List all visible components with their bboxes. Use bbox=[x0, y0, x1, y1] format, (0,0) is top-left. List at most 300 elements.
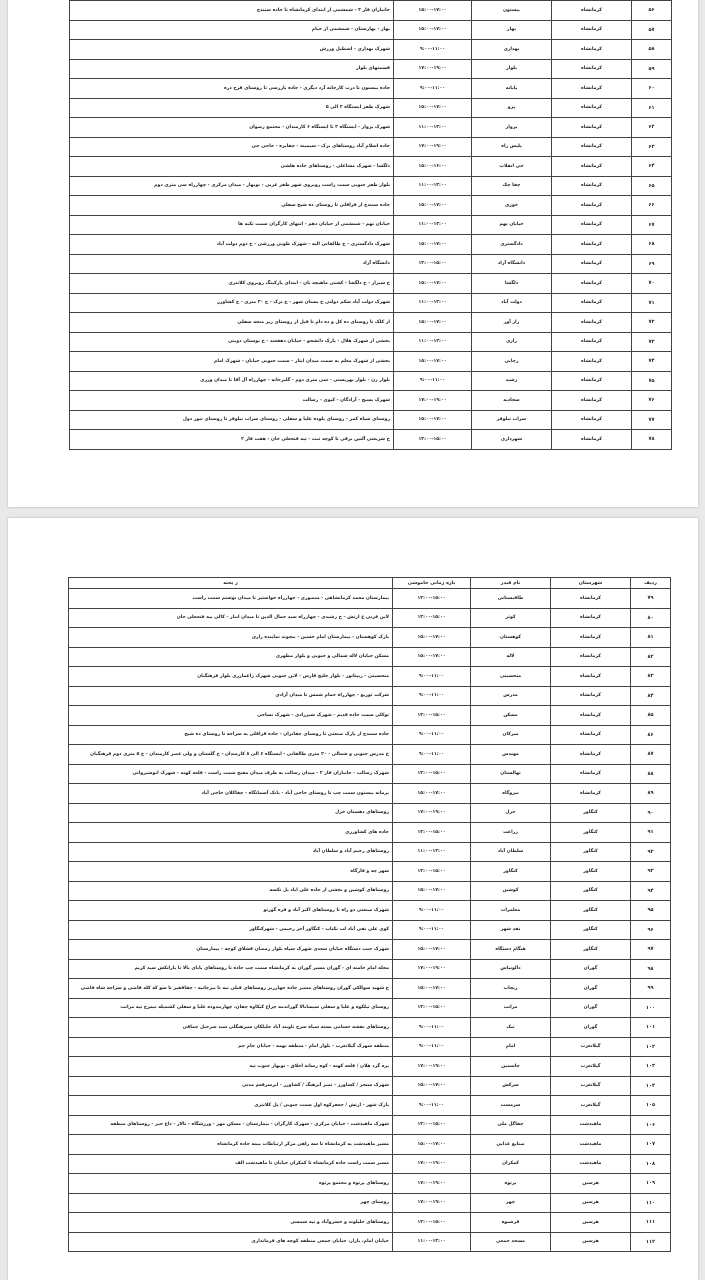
time-range-cell: ۱۷:۰۰-۱۹:۰۰ bbox=[394, 137, 472, 157]
time-range-cell: ۱۳:۰۰-۱۵:۰۰ bbox=[393, 706, 471, 726]
area-cell: بیمارستان محمد کرمانشاهی - منصوری - چهارراه خواستیر تا میدان نوشتم سمت راست bbox=[69, 589, 393, 609]
table-row bbox=[69, 1018, 671, 1038]
city-cell: گیلانغرب bbox=[551, 1076, 631, 1096]
time-range-cell: ۱۵:۰۰-۱۶:۰۰ bbox=[394, 157, 472, 177]
table-header-row bbox=[69, 578, 671, 589]
area-cell: شهرک ظفر ایستگاه ۲ الی ۵ bbox=[70, 98, 394, 118]
table-row bbox=[70, 274, 672, 294]
area-cell: پارک کوهستان - بیمارستان امام حسین - بنجوند نماینده رازی bbox=[69, 628, 393, 648]
table-row bbox=[69, 1232, 671, 1252]
time-range-cell: ۱۵:۰۰-۱۷:۰۰ bbox=[393, 881, 471, 901]
row-number: ۱۱۰ bbox=[631, 1193, 671, 1213]
feeder-cell: نهالستان bbox=[471, 764, 551, 784]
time-range-cell: ۱۳:۰۰-۱۵:۰۰ bbox=[393, 1115, 471, 1135]
city-cell: کرمانشاه bbox=[552, 371, 632, 391]
row-number: ۱۰۴ bbox=[631, 1076, 671, 1096]
time-range-cell: ۹:۰۰-۱۱:۰۰ bbox=[393, 1018, 471, 1038]
row-number: ۶۱ bbox=[632, 98, 672, 118]
row-number: ۹۴ bbox=[631, 881, 671, 901]
time-range-cell: ۱۷:۰۰-۱۹:۰۰ bbox=[394, 391, 472, 411]
feeder-cell: دلگشا bbox=[472, 274, 552, 294]
row-number: ۷۵ bbox=[632, 371, 672, 391]
city-cell: کرمانشاه bbox=[552, 157, 632, 177]
city-cell: کرمانشاه bbox=[552, 79, 632, 99]
city-cell: کرمانشاه bbox=[552, 313, 632, 333]
area-cell: شهرک صنعتی دو راه تا روستاهای اکبر آباد و فره گورتو bbox=[69, 901, 393, 921]
feeder-cell: سراب نیلوفر bbox=[472, 410, 552, 430]
table-row bbox=[69, 1154, 671, 1174]
city-cell: کرمانشاه bbox=[551, 608, 631, 628]
table-row bbox=[69, 998, 671, 1018]
city-cell: کرمانشاه bbox=[551, 745, 631, 765]
table-row bbox=[70, 352, 672, 372]
time-range-cell: ۱۵:۰۰-۱۷:۰۰ bbox=[394, 352, 472, 372]
area-cell: بلوار زن - بلوار بهزیستی - سی متری دوم - گلبرجانه - چهارراه آل آقا تا میدان ورزی bbox=[70, 371, 394, 391]
area-cell: شهر چه و فارگاه bbox=[69, 862, 393, 882]
area-cell: پره گرد هلان / قلعه کهنه - کوه رسانه اخلاق - نوبهار جنوب تپه bbox=[69, 1057, 393, 1077]
feeder-cell: طاقبستانی bbox=[471, 589, 551, 609]
row-number: ۵۶ bbox=[632, 1, 672, 21]
area-cell: بخشی از شهرک معلم به سمت میدان ایثار - سمت جنوبی خیابان - شهرک امام bbox=[70, 352, 394, 372]
area-cell: روستاهای پرتوه و مجتمع پرتوه bbox=[69, 1174, 393, 1194]
area-cell: منطقه شهرک گیلانغرب - بلوار امام - منطقه نهمه - خیابان جام جم bbox=[69, 1037, 393, 1057]
city-cell: کنگاور bbox=[551, 803, 631, 823]
city-cell: هرسین bbox=[551, 1174, 631, 1194]
table-row bbox=[69, 1115, 671, 1135]
table-row bbox=[69, 862, 671, 882]
city-cell: کرمانشاه bbox=[552, 137, 632, 157]
row-number: ۵۹ bbox=[632, 59, 672, 79]
area-cell: شهرک رسالت - جانبازان فاز ۲ - میدان رسالت به طرف میدان مفتح سمت راست - قلعه کهنه - شهرک انوشیروانی bbox=[69, 764, 393, 784]
table-row bbox=[69, 589, 671, 609]
header-feeder: نام فیدر bbox=[471, 578, 551, 589]
feeder-cell: پرو bbox=[472, 98, 552, 118]
city-cell: کرمانشاه bbox=[552, 176, 632, 196]
area-cell: پارک شهر - ارتش / جعفرکوه اول سمت جنوبی / پل کلانتری bbox=[69, 1096, 393, 1116]
feeder-cell: کوهستان bbox=[471, 628, 551, 648]
city-cell: کرمانشاه bbox=[552, 235, 632, 255]
table-row bbox=[69, 940, 671, 960]
table-row bbox=[69, 647, 671, 667]
time-range-cell: ۱۵:۰۰-۱۷:۰۰ bbox=[394, 410, 472, 430]
time-range-cell: ۱۵:۰۰-۱۷:۰۰ bbox=[393, 628, 471, 648]
feeder-cell: میرکان bbox=[471, 725, 551, 745]
area-cell: خ شیراز - خ دلگشا - کشتی ماهیچه بان - ابتدای پارکینگ روبروی کلانتری bbox=[70, 274, 394, 294]
time-range-cell: ۹:۰۰-۱۱:۰۰ bbox=[394, 40, 472, 60]
time-range-cell: ۱۳:۰۰-۱۵:۰۰ bbox=[393, 1213, 471, 1233]
area-cell: روستای چهر bbox=[69, 1193, 393, 1213]
feeder-cell: متحسینی bbox=[471, 667, 551, 687]
time-range-cell: ۱۳:۰۰-۱۵:۰۰ bbox=[394, 430, 472, 450]
feeder-cell: لاله bbox=[471, 647, 551, 667]
table-row bbox=[70, 40, 672, 60]
row-number: ۶۷ bbox=[632, 215, 672, 235]
document-page-1 bbox=[8, 0, 698, 507]
table-row bbox=[69, 1174, 671, 1194]
table-row bbox=[69, 1037, 671, 1057]
area-cell: شهرک دولت آباد شکم دولتی خ بستان شهر - خ ترک - خ ۳۰ متری - خ کشاورز bbox=[70, 293, 394, 313]
feeder-cell: پلیس راه bbox=[472, 137, 552, 157]
city-cell: ماهیدشت bbox=[551, 1154, 631, 1174]
table-row bbox=[69, 1076, 671, 1096]
city-cell: کرمانشاه bbox=[552, 274, 632, 294]
time-range-cell: ۱۳:۰۰-۱۵:۰۰ bbox=[393, 764, 471, 784]
city-cell: گوران bbox=[551, 998, 631, 1018]
time-range-cell: ۹:۰۰-۱۱:۰۰ bbox=[393, 1037, 471, 1057]
area-cell: شهرک سنجر / کشاورز - تمیز آبرهنگ / کشاورز - ابرسرقعم مدنی bbox=[69, 1076, 393, 1096]
area-cell: خیابان نهم - شمشمی از خیابان دهم - انتهای کارگران سمت تکیه ها bbox=[70, 215, 394, 235]
feeder-cell: رشید bbox=[472, 371, 552, 391]
header-area: ز پخته bbox=[69, 578, 393, 589]
table-row bbox=[69, 764, 671, 784]
time-range-cell: ۱۱:۰۰-۱۳:۰۰ bbox=[393, 1232, 471, 1252]
feeder-cell: مدرس bbox=[471, 686, 551, 706]
city-cell: کرمانشاه bbox=[552, 1, 632, 21]
time-range-cell: ۱۵:۰۰-۱۷:۰۰ bbox=[393, 784, 471, 804]
table-row bbox=[69, 881, 671, 901]
header-city: شهرستان bbox=[551, 578, 631, 589]
city-cell: گیلانغرب bbox=[551, 1096, 631, 1116]
time-range-cell: ۱۵:۰۰-۱۷:۰۰ bbox=[393, 1135, 471, 1155]
table-row bbox=[70, 215, 672, 235]
feeder-cell: بهار bbox=[472, 20, 552, 40]
feeder-cell: شهرداری bbox=[472, 430, 552, 450]
row-number: ۸۳ bbox=[631, 667, 671, 687]
area-cell: جاده های کشاورزی bbox=[69, 823, 393, 843]
table-row bbox=[69, 959, 671, 979]
time-range-cell: ۱۱:۰۰-۱۳:۰۰ bbox=[393, 842, 471, 862]
table-row bbox=[69, 667, 671, 687]
city-cell: کرمانشاه bbox=[552, 118, 632, 138]
row-number: ۵۸ bbox=[632, 40, 672, 60]
table-row bbox=[69, 842, 671, 862]
area-cell: مسیر سمت راست جاده کرمانشاه تا کمکران خیابان تا ماهیدشت الف bbox=[69, 1154, 393, 1174]
area-cell: لاین فرنی ع ارتش - خ رشیدی - چهارراه سید جمال الدین تا میدان انبار - کالی بیه فتحعلی خان bbox=[69, 608, 393, 628]
feeder-cell: راز آور bbox=[472, 313, 552, 333]
city-cell: کرمانشاه bbox=[551, 764, 631, 784]
city-cell: گوران bbox=[551, 1018, 631, 1038]
table-row bbox=[69, 686, 671, 706]
feeder-cell: چقا چک bbox=[472, 176, 552, 196]
city-cell: کرمانشاه bbox=[551, 725, 631, 745]
time-range-cell: ۱۵:۰۰-۱۷:۰۰ bbox=[394, 1, 472, 21]
area-cell: بهار - بهارستان - شمشمی از خیام bbox=[70, 20, 394, 40]
time-range-cell: ۹:۰۰-۱۱:۰۰ bbox=[393, 725, 471, 745]
feeder-cell: نقد شهر bbox=[471, 920, 551, 940]
city-cell: گیلانغرب bbox=[551, 1037, 631, 1057]
area-cell: روستاهای نقشه حسامی بسته سیاه سرخ ناوبند آباد جلیلکان سیرهنگلی سید سرخیل چماقی bbox=[69, 1018, 393, 1038]
time-range-cell: ۹:۰۰-۱۱:۰۰ bbox=[393, 1096, 471, 1116]
feeder-cell: فرشیوه bbox=[471, 1213, 551, 1233]
feeder-cell: دادگستری bbox=[472, 235, 552, 255]
area-cell: از کلک تا روستای ده کل و ده دام تا قبل از روستای ریز منجه سفلی bbox=[70, 313, 394, 333]
table-row bbox=[70, 371, 672, 391]
area-cell: محله امام خامنه ای - گوران مسیر گوران به کرمانشاه سمت چپ جاده تا روستاهای بابای بالا تا بارانکش سید کریم bbox=[69, 959, 393, 979]
feeder-cell: دولت آباد bbox=[472, 293, 552, 313]
row-number: ۹۹ bbox=[631, 979, 671, 999]
table-row bbox=[69, 1057, 671, 1077]
row-number: ۸۴ bbox=[631, 686, 671, 706]
area-cell: بخشی از شهرک هلال - پارک دانشجو - خیابان دهقعند - خ بوستان دوبنی bbox=[70, 332, 394, 352]
time-range-cell: ۱۵:۰۰-۱۷:۰۰ bbox=[393, 1076, 471, 1096]
time-range-cell: ۱۱:۰۰-۱۳:۰۰ bbox=[394, 293, 472, 313]
time-range-cell: ۱۵:۰۰-۱۷:۰۰ bbox=[394, 274, 472, 294]
area-cell: روستاهای دهستان خزل bbox=[69, 803, 393, 823]
city-cell: کرمانشاه bbox=[552, 20, 632, 40]
area-cell: شهرک ماهیدشت - خیابان مرکزی - شهرک کارگران - بیمارستان - مسکن مهر - ورزشگاه - تالار - داغ خبر - روستاهای منطقه bbox=[69, 1115, 393, 1135]
feeder-cell: رجایی bbox=[472, 352, 552, 372]
row-number: ۸۶ bbox=[631, 725, 671, 745]
city-cell: ماهیدشت bbox=[551, 1135, 631, 1155]
row-number: ۱۰۹ bbox=[631, 1174, 671, 1194]
area-cell: متحسینی - ریپتاتور - بلوار خلیج فارس - لاین جنوبی شهرک زاغمارزی بلوار فرهنگیان bbox=[69, 667, 393, 687]
table-row bbox=[69, 725, 671, 745]
table-row bbox=[69, 745, 671, 765]
area-cell: روستاهای رحیم آباد و سلطان آباد bbox=[69, 842, 393, 862]
row-number: ۶۸ bbox=[632, 235, 672, 255]
feeder-cell: جی انقلاب bbox=[472, 157, 552, 177]
feeder-cell: سجادیه bbox=[472, 391, 552, 411]
feeder-cell: جاسمین bbox=[471, 1057, 551, 1077]
table-row bbox=[69, 608, 671, 628]
table-row bbox=[70, 137, 672, 157]
city-cell: کرمانشاه bbox=[552, 215, 632, 235]
time-range-cell: ۱۵:۰۰-۱۷:۰۰ bbox=[394, 235, 472, 255]
feeder-cell: بیستون bbox=[472, 1, 552, 21]
row-number: ۷۷ bbox=[632, 410, 672, 430]
time-range-cell: ۱۱:۰۰-۱۳:۰۰ bbox=[394, 118, 472, 138]
row-number: ۷۹ bbox=[631, 589, 671, 609]
area-cell: قسمتهای بلوار bbox=[70, 59, 394, 79]
row-number: ۹۷ bbox=[631, 940, 671, 960]
header-time-range: بازه زمانی خاموشی bbox=[393, 578, 471, 589]
area-cell: خ شهید سوالکی گوران روستاهای مسیر جاده چهارزبر روستاهای فیلی نیه تا بیرجاتیه - چقافقیر تا سو که کله فاضی و سراجه شاه فاضی bbox=[69, 979, 393, 999]
area-cell: مسکن خیابان لاله شمالی و جنوبی و بلوار مطهری bbox=[69, 647, 393, 667]
area-cell: روستای سیاه کمر - روستای بلوده علیا و سفلی - روستای سراب نیلوفر تا روستای تنور دول bbox=[70, 410, 394, 430]
feeder-cell: کنگاور bbox=[471, 862, 551, 882]
area-cell: خ مدرس جنوبی و شمالی - ۲۰ متری طالقانی - ایستگاه ۶ الی ۸ کارمندان - خ گلستان و ولی عصر کارمندان - خ ۵ متری دوم فرهنگیان bbox=[69, 745, 393, 765]
time-range-cell: ۱۷:۰۰-۱۹:۰۰ bbox=[393, 1154, 471, 1174]
row-number: ۸۰ bbox=[631, 608, 671, 628]
city-cell: هرسین bbox=[551, 1213, 631, 1233]
row-number: ۵۷ bbox=[632, 20, 672, 40]
row-number: ۹۲ bbox=[631, 842, 671, 862]
table-row bbox=[70, 332, 672, 352]
feeder-cell: نیک bbox=[471, 1018, 551, 1038]
table-row bbox=[70, 176, 672, 196]
table-row bbox=[70, 235, 672, 255]
table-row bbox=[70, 410, 672, 430]
row-number: ۸۷ bbox=[631, 745, 671, 765]
area-cell: جاده اسلام آباد روستاهای برک - سیمینه - چقاپره - حاجی جی bbox=[70, 137, 394, 157]
city-cell: کرمانشاه bbox=[552, 40, 632, 60]
table-row bbox=[70, 79, 672, 99]
document-page-2 bbox=[8, 518, 698, 1280]
city-cell: کرمانشاه bbox=[551, 706, 631, 726]
table-row bbox=[69, 1193, 671, 1213]
city-cell: کرمانشاه bbox=[552, 254, 632, 274]
row-number: ۷۸ bbox=[632, 430, 672, 450]
feeder-cell: پایانه bbox=[472, 79, 552, 99]
city-cell: کنگاور bbox=[551, 823, 631, 843]
area-cell: کوی علی نقی آباد لب نکناب - کنگاور آجر رحیمی - شهرکنگاور bbox=[69, 920, 393, 940]
time-range-cell: ۱۷:۰۰-۱۹:۰۰ bbox=[393, 1057, 471, 1077]
time-range-cell: ۱۳:۰۰-۱۵:۰۰ bbox=[393, 862, 471, 882]
time-range-cell: ۹:۰۰-۱۱:۰۰ bbox=[393, 667, 471, 687]
feeder-cell: سلطان آباد bbox=[471, 842, 551, 862]
city-cell: کرمانشاه bbox=[552, 410, 632, 430]
table-row bbox=[70, 1, 672, 21]
time-range-cell: ۱۵:۰۰-۱۷:۰۰ bbox=[393, 940, 471, 960]
area-cell: روستای تیلکوه و علیا و سفلی سیسابالا گوراندمه چراغ کیکاوه چقان، چهاربندوده علیا و سفلی کشمیله نیمرخ تپه مراتب bbox=[69, 998, 393, 1018]
table-row bbox=[70, 196, 672, 216]
area-cell: دلگشا - شهرک مشاعلی - روستاهای جاده هلشی bbox=[70, 157, 394, 177]
city-cell: کرمانشاه bbox=[551, 628, 631, 648]
feeder-cell: زراعت bbox=[471, 823, 551, 843]
city-cell: ماهیدشت bbox=[551, 1115, 631, 1135]
table-row bbox=[70, 59, 672, 79]
area-cell: شهرک بهداری - اسطبل ورزش bbox=[70, 40, 394, 60]
feeder-cell: کوثر bbox=[471, 608, 551, 628]
feeder-cell: سرمست bbox=[471, 1096, 551, 1116]
outage-table-page-1 bbox=[69, 0, 672, 450]
row-number: ۱۰۵ bbox=[631, 1096, 671, 1116]
table-row bbox=[69, 1096, 671, 1116]
row-number: ۷۶ bbox=[632, 391, 672, 411]
row-number: ۱۱۱ bbox=[631, 1213, 671, 1233]
table-row bbox=[69, 628, 671, 648]
city-cell: کرمانشاه bbox=[552, 196, 632, 216]
table-row bbox=[70, 293, 672, 313]
city-cell: کرمانشاه bbox=[552, 59, 632, 79]
row-number: ۷۳ bbox=[632, 332, 672, 352]
row-number: ۹۶ bbox=[631, 920, 671, 940]
city-cell: کرمانشاه bbox=[552, 332, 632, 352]
city-cell: گیلانغرب bbox=[551, 1057, 631, 1077]
row-number: ۶۹ bbox=[632, 254, 672, 274]
area-cell: جاده سنندج از پارک صنعتی تا روستای چقانران - جاده قراقلی به سراجه تا روستای ده شیخ bbox=[69, 725, 393, 745]
table-row bbox=[69, 979, 671, 999]
time-range-cell: ۱۵:۰۰-۱۷:۰۰ bbox=[394, 196, 472, 216]
time-range-cell: ۱۳:۰۰-۱۵:۰۰ bbox=[393, 589, 471, 609]
row-number: ۹۰ bbox=[631, 803, 671, 823]
feeder-cell: بهداری bbox=[472, 40, 552, 60]
time-range-cell: ۱۷:۰۰-۱۹:۰۰ bbox=[393, 1193, 471, 1213]
area-cell: خیابان امام، بازار، خیابان جمعی منطقه کوچه های فرمانداری bbox=[69, 1232, 393, 1252]
feeder-cell: رازی bbox=[472, 332, 552, 352]
area-cell: توکلی سمت جاده قدیم - شهرک شیرزادی - شهرک نساجی bbox=[69, 706, 393, 726]
outage-table-page-2 bbox=[68, 577, 671, 1252]
city-cell: کرمانشاه bbox=[552, 98, 632, 118]
city-cell: کرمانشاه bbox=[551, 647, 631, 667]
row-number: ۶۰ bbox=[632, 79, 672, 99]
table-row bbox=[70, 118, 672, 138]
feeder-cell: نیروگاه bbox=[471, 784, 551, 804]
time-range-cell: ۱۵:۰۰-۱۷:۰۰ bbox=[394, 313, 472, 333]
area-cell: بلوار ظفر جنوبی سمت راست روبروی شهر ظفر غربی - نوبهار - میدان مرکزی - چهارراه سی متری دوم bbox=[70, 176, 394, 196]
feeder-cell: معلمرات bbox=[471, 901, 551, 921]
time-range-cell: ۹:۰۰-۱۱:۰۰ bbox=[394, 79, 472, 99]
city-cell: کرمانشاه bbox=[552, 430, 632, 450]
city-cell: گوران bbox=[551, 959, 631, 979]
time-range-cell: ۱۳:۰۰-۱۵:۰۰ bbox=[394, 254, 472, 274]
table-row bbox=[69, 823, 671, 843]
city-cell: کرمانشاه bbox=[551, 667, 631, 687]
row-number: ۷۱ bbox=[632, 293, 672, 313]
city-cell: کرمانشاه bbox=[552, 293, 632, 313]
row-number: ۱۰۸ bbox=[631, 1154, 671, 1174]
area-cell: روستاهای کوشین و بخشی از جاده علی اباد بل نکسه bbox=[69, 881, 393, 901]
row-number: ۷۰ bbox=[632, 274, 672, 294]
table-row bbox=[70, 430, 672, 450]
area-cell: مسیر ماهیدشت به کرمانشاه تا سه راهی مرکز ارتباطات بیمه جاده کرمانشاه bbox=[69, 1135, 393, 1155]
feeder-cell: مهندس bbox=[471, 745, 551, 765]
time-range-cell: ۹:۰۰-۱۱:۰۰ bbox=[393, 901, 471, 921]
city-cell: گوران bbox=[551, 979, 631, 999]
area-cell: شهرک جنب دستگاه خیابان سعدی شهرک سپاه بلوار رمضان قشلاق کوچه - بیمارستان bbox=[69, 940, 393, 960]
table-row bbox=[69, 1135, 671, 1155]
row-number: ۹۳ bbox=[631, 862, 671, 882]
time-range-cell: ۱۱:۰۰-۱۳:۰۰ bbox=[394, 176, 472, 196]
row-number: ۸۵ bbox=[631, 706, 671, 726]
city-cell: کنگاور bbox=[551, 920, 631, 940]
row-number: ۱۱۲ bbox=[631, 1232, 671, 1252]
city-cell: کرمانشاه bbox=[551, 589, 631, 609]
time-range-cell: ۱۵:۰۰-۱۷:۰۰ bbox=[394, 98, 472, 118]
city-cell: کرمانشاه bbox=[551, 686, 631, 706]
city-cell: کنگاور bbox=[551, 881, 631, 901]
city-cell: کنگاور bbox=[551, 940, 631, 960]
table-row bbox=[69, 803, 671, 823]
time-range-cell: ۱۳:۰۰-۱۵:۰۰ bbox=[393, 823, 471, 843]
table-row bbox=[70, 98, 672, 118]
feeder-cell: بلوار bbox=[472, 59, 552, 79]
time-range-cell: ۱۱:۰۰-۱۳:۰۰ bbox=[394, 332, 472, 352]
feeder-cell: دالونیاس bbox=[471, 959, 551, 979]
time-range-cell: ۱۷:۰۰-۱۹:۰۰ bbox=[393, 803, 471, 823]
time-range-cell: ۱۳:۰۰-۱۵:۰۰ bbox=[393, 608, 471, 628]
time-range-cell: ۱۱:۰۰-۱۳:۰۰ bbox=[394, 215, 472, 235]
feeder-cell: پرواز bbox=[472, 118, 552, 138]
area-cell: روستاهای خلیلوند و خسروآباد و تپه شمسی bbox=[69, 1213, 393, 1233]
city-cell: کرمانشاه bbox=[551, 784, 631, 804]
area-cell: دانشگاه آزاد bbox=[70, 254, 394, 274]
feeder-cell: دانشگاه آزاد bbox=[472, 254, 552, 274]
row-number: ۷۴ bbox=[632, 352, 672, 372]
table-row bbox=[70, 20, 672, 40]
feeder-cell: مسجد جمعی bbox=[471, 1232, 551, 1252]
row-number: ۹۸ bbox=[631, 959, 671, 979]
time-range-cell: ۱۳:۰۰-۱۵:۰۰ bbox=[393, 998, 471, 1018]
row-number: ۱۰۶ bbox=[631, 1115, 671, 1135]
table-row bbox=[69, 784, 671, 804]
area-cell: شهرک پرواز - ایستگاه ۲ تا ایستگاه ۶ کارمندان - مجتمع رضوان bbox=[70, 118, 394, 138]
time-range-cell: ۱۵:۰۰-۱۷:۰۰ bbox=[393, 647, 471, 667]
time-range-cell: ۹:۰۰-۱۱:۰۰ bbox=[393, 686, 471, 706]
city-cell: هرسین bbox=[551, 1193, 631, 1213]
time-range-cell: ۱۵:۰۰-۱۷:۰۰ bbox=[394, 20, 472, 40]
feeder-cell: صنایع غذایی bbox=[471, 1135, 551, 1155]
row-number: ۷۲ bbox=[632, 313, 672, 333]
time-range-cell: ۱۵:۰۰-۱۷:۰۰ bbox=[393, 979, 471, 999]
feeder-cell: خیابان نهم bbox=[472, 215, 552, 235]
feeder-cell: کمکران bbox=[471, 1154, 551, 1174]
city-cell: کرمانشاه bbox=[552, 352, 632, 372]
row-number: ۹۵ bbox=[631, 901, 671, 921]
time-range-cell: ۱۷:۰۰-۱۹:۰۰ bbox=[393, 959, 471, 979]
area-cell: خ شریعتی آلتین برقی تا کوچه ثبت - تپه فتحعلی خان - هفت فاز ۲ bbox=[70, 430, 394, 450]
feeder-cell: مسکن bbox=[471, 706, 551, 726]
